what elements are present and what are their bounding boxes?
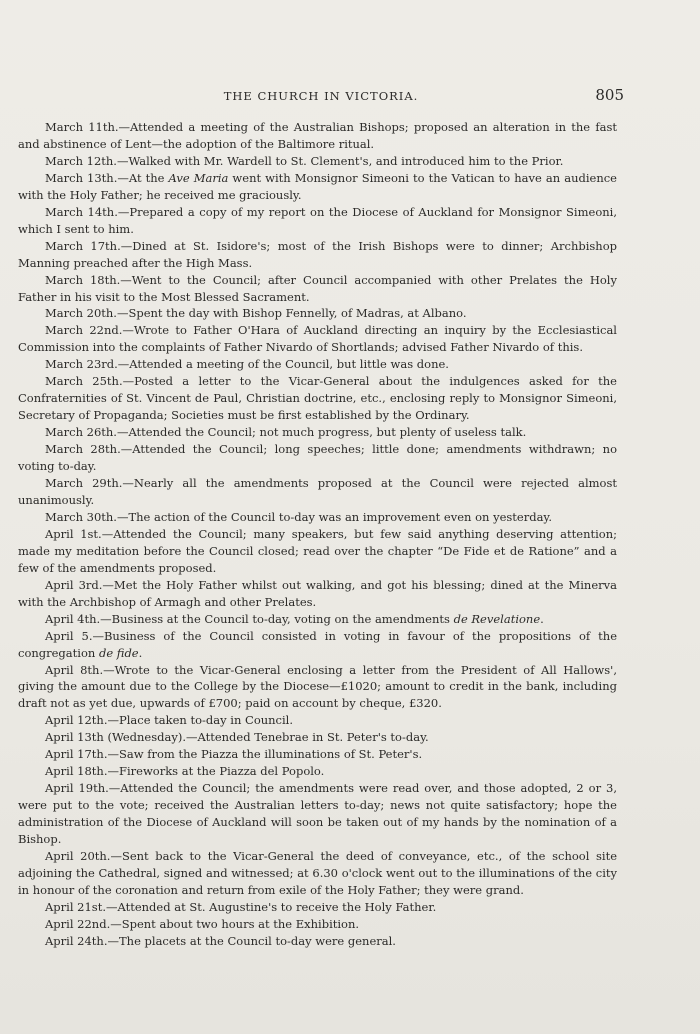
diary-entry <box>18 611 617 628</box>
diary-entry: March 18th.—Went to the Council; after Council accompanied with other Prelates the Holy Father in his visit to the Most Blessed Sacrament. <box>18 272 617 304</box>
diary-entry: March 29th.—Nearly all the amendments proposed at the Council were rejected almost unanimously. <box>18 476 617 507</box>
diary-entries <box>18 119 617 950</box>
diary-entry: March 25th.—Posted a letter to the Vicar-General about the indulgences asked for the Confraternities of St. Vincent de Paul, Christian doctrine, etc., enclosing reply to Monsignor Simeoni, Secretary of Propaganda; Societies must be first established by the Ordinary. <box>18 374 617 423</box>
entry-text: . <box>540 611 544 626</box>
entry-text: . <box>138 645 143 660</box>
diary-entry: April 12th.—Place taken to-day in Council. <box>45 713 294 728</box>
entry-text: April 5.—Business of the Council consisted in voting in favour of the propositions of the congregation <box>18 628 617 660</box>
diary-entry: March 23rd.—Attended a meeting of the Council, but little was done. <box>45 357 449 372</box>
diary-entry: April 8th.—Wrote to the Vicar-General enclosing a letter from the President of All Hallows', giving the amount due to the College by the Diocese—£1020; amount to credit in the bank, including draft not as yet due, upwards of £700; paid on account by cheque, £320. <box>18 662 617 711</box>
diary-entry: March 20th.—Spent the day with Bishop Fennelly, of Madras, at Albano. <box>45 306 467 321</box>
diary-entry <box>18 628 617 662</box>
page-number: 805 <box>595 86 624 104</box>
diary-entry: March 30th.—The action of the Council to-day was an improvement even on yesterday. <box>45 509 553 524</box>
entry-text: went with Monsignor Simeoni to the Vatican to have an audience with the Holy Father; he received me graciously. <box>18 170 617 202</box>
entry-italic-text: Ave Maria <box>168 170 229 185</box>
diary-entry: April 1st.—Attended the Council; many speakers, but few said anything deserving attention; made my meditation before the Council closed; read over the chapter “De Fide et de Ratione” and a few of the amendments proposed. <box>18 526 617 575</box>
diary-entry: April 3rd.—Met the Holy Father whilst out walking, and got his blessing; dined at the Minerva with the Archbishop of Armagh and other Prelates. <box>18 577 617 609</box>
diary-entry: March 12th.—Walked with Mr. Wardell to St. Clement's, and introduced him to the Prior. <box>45 153 564 168</box>
diary-entry: April 22nd.—Spent about two hours at the Exhibition. <box>45 916 360 931</box>
entry-italic-text: de Revelatione <box>453 611 541 626</box>
diary-entry: April 21st.—Attended at St. Augustine's to receive the Holy Father. <box>45 899 437 914</box>
diary-entry: March 11th.—Attended a meeting of the Australian Bishops; proposed an alteration in the fast and abstinence of Lent—the adoption of the Baltimore ritual. <box>18 120 617 151</box>
diary-entry: April 13th (Wednesday).—Attended Tenebrae in St. Peter's to-day. <box>45 730 429 745</box>
diary-entry: April 18th.—Fireworks at the Piazza del Popolo. <box>45 764 325 779</box>
page-header <box>18 86 624 108</box>
entry-text: April 4th.—Business at the Council to-day, voting on the amendments <box>45 611 454 626</box>
entry-italic-text: de fide <box>98 645 139 660</box>
entry-text: March 13th.—At the <box>45 170 169 185</box>
diary-entry: March 28th.—Attended the Council; long speeches; little done; amendments withdrawn; no voting to-day. <box>18 442 617 474</box>
running-title: THE CHURCH IN VICTORIA. <box>223 89 419 103</box>
diary-entry: March 26th.—Attended the Council; not much progress, but plenty of useless talk. <box>45 425 527 440</box>
diary-entry: April 17th.—Saw from the Piazza the illuminations of St. Peter's. <box>45 747 423 762</box>
diary-entry: April 24th.—The placets at the Council to-day were general. <box>45 933 396 948</box>
diary-entry <box>18 170 617 204</box>
diary-entry: March 17th.—Dined at St. Isidore's; most of the Irish Bishops were to dinner; Archbishop Manning preached after the High Mass. <box>18 238 617 270</box>
diary-entry: April 20th.—Sent back to the Vicar-General the deed of conveyance, etc., of the school site adjoining the Cathedral, signed and witnessed; at 6.30 o'clock went out to the illuminations of the city in honour of the coronation and return from exile of the Holy Father; they were grand. <box>18 848 617 897</box>
diary-entry: March 14th.—Prepared a copy of my report on the Diocese of Auckland for Monsignor Simeoni, which I sent to him. <box>18 204 617 236</box>
diary-entry: April 19th.—Attended the Council; the amendments were read over, and those adopted, 2 or 3, were put to the vote; received the Australian letters to-day; news not quite satisfactory; hope the administration of the Diocese of Auckland will soon be taken out of my hands by the nomination of a Bishop. <box>18 781 617 847</box>
diary-entry: March 22nd.—Wrote to Father O'Hara of Auckland directing an inquiry by the Ecclesiastical Commission into the complaints of Father Nivardo of Shortlands; advised Father Nivardo of this. <box>18 323 617 355</box>
